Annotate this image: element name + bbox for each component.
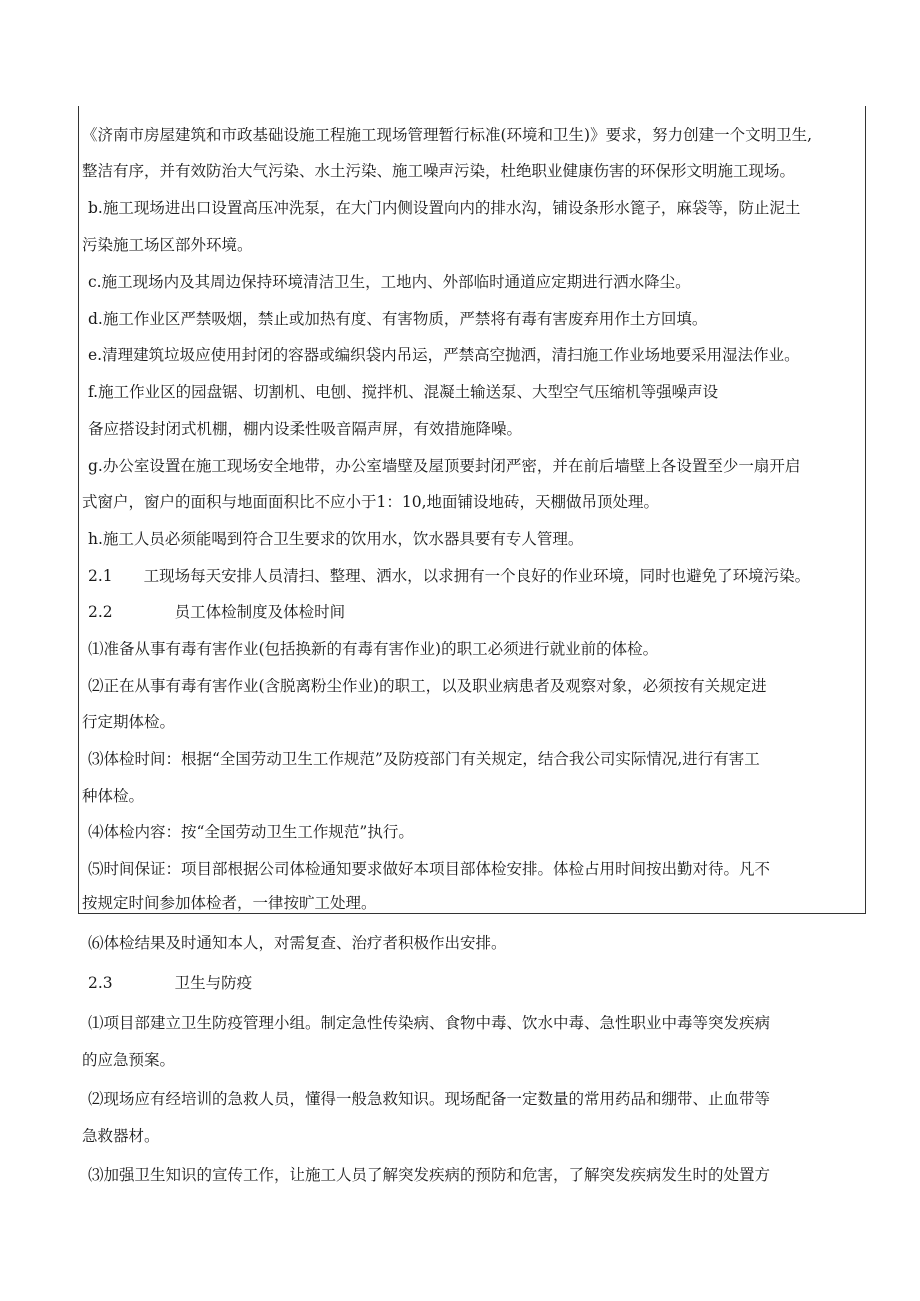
text-line: 《济南市房屋建筑和市政基础设施工程施工现场管理暂行标准(环境和卫生)》要求，努力创建一个文明卫生, bbox=[82, 126, 813, 144]
text-line: ⑸时间保证：项目部根据公司体检通知要求做好本项目部体检安排。体检占用时间按出勤对待。凡不 bbox=[88, 860, 771, 878]
text-line: f.施工作业区的园盘锯、切割机、电刨、搅拌机、混凝土输送泵、大型空气压缩机等强噪声设 bbox=[88, 383, 719, 401]
text-line: ⑴准备从事有毒有害作业(包括换新的有毒有害作业)的职工必须进行就业前的体检。 bbox=[88, 640, 659, 658]
text-line: 种体检。 bbox=[82, 787, 145, 805]
text-line: ⑵现场应有经培训的急救人员，懂得一般急救知识。现场配备一定数量的常用药品和绷带、止血带等 bbox=[88, 1090, 771, 1108]
text-line: 行定期体检。 bbox=[82, 713, 176, 731]
text-line: ⑵正在从事有毒有害作业(含脱离粉尘作业)的职工，以及职业病患者及观察对象，必须按有关规定进 bbox=[88, 677, 767, 695]
text-line: h.施工人员必须能喝到符合卫生要求的饮用水，饮水器具要有专人管理。 bbox=[88, 530, 584, 548]
text-line: g.办公室设置在施工现场安全地带，办公室墙壁及屋顶要封闭严密，并在前后墙壁上各设置至少一扇开启 bbox=[88, 457, 801, 475]
text-line: 式窗户，窗户的面积与地面面积比不应小于1：10,地面铺设地砖，天棚做吊顶处理。 bbox=[82, 493, 660, 511]
text-line: ⑶体检时间：根据“全国劳动卫生工作规范”及防疫部门有关规定，结合我公司实际情况,进行有害工 bbox=[88, 750, 760, 768]
text-line: 备应搭设封闭式机棚，棚内设柔性吸音隔声屏，有效措施降噪。 bbox=[88, 420, 523, 438]
text-line: 的应急预案。 bbox=[82, 1051, 176, 1069]
section-heading: 2.3 卫生与防疫 bbox=[88, 974, 253, 992]
text-line: 污染施工场区部外环境。 bbox=[82, 236, 253, 254]
text-line: d.施工作业区严禁吸烟，禁止或加热有度、有害物质，严禁将有毒有害废弃用作土方回填。 bbox=[88, 310, 708, 328]
text-line: ⑹体检结果及时通知本人，对需复查、治疗者积极作出安排。 bbox=[88, 934, 507, 952]
text-line: 整洁有序，并有效防治大气污染、水土污染、施工噪声污染，杜绝职业健康伤害的环保形文明施工现场。 bbox=[82, 162, 796, 180]
text-line: ⑷体检内容：按“全国劳动卫生工作规范”执行。 bbox=[88, 823, 414, 841]
text-line: 急救器材。 bbox=[82, 1127, 160, 1145]
section-heading: 2.2 员工体检制度及体检时间 bbox=[88, 603, 346, 621]
text-line: 2.1 工现场每天安排人员清扫、整理、洒水，以求拥有一个良好的作业环境，同时也避免了环境污染。 bbox=[88, 567, 811, 585]
text-line: ⑶加强卫生知识的宣传工作，让施工人员了解突发疾病的预防和危害，了解突发疾病发生时的处置方 bbox=[88, 1166, 771, 1184]
text-line: e.清理建筑垃圾应使用封闭的容器或编织袋内吊运，严禁高空抛洒，清扫施工作业场地要采用湿法作业。 bbox=[88, 346, 800, 364]
text-line: b.施工现场进出口设置高压冲洗泵，在大门内侧设置向内的排水沟，铺设条形水篦子，麻袋等，防止泥土 bbox=[88, 199, 801, 217]
text-line: 按规定时间参加体检者，一律按旷工处理。 bbox=[82, 894, 377, 912]
text-line: c.施工现场内及其周边保持环境清洁卫生，工地内、外部临时通道应定期进行洒水降尘。 bbox=[88, 273, 691, 291]
text-line: ⑴项目部建立卫生防疫管理小组。制定急性传染病、食物中毒、饮水中毒、急性职业中毒等突发疾病 bbox=[88, 1014, 771, 1032]
